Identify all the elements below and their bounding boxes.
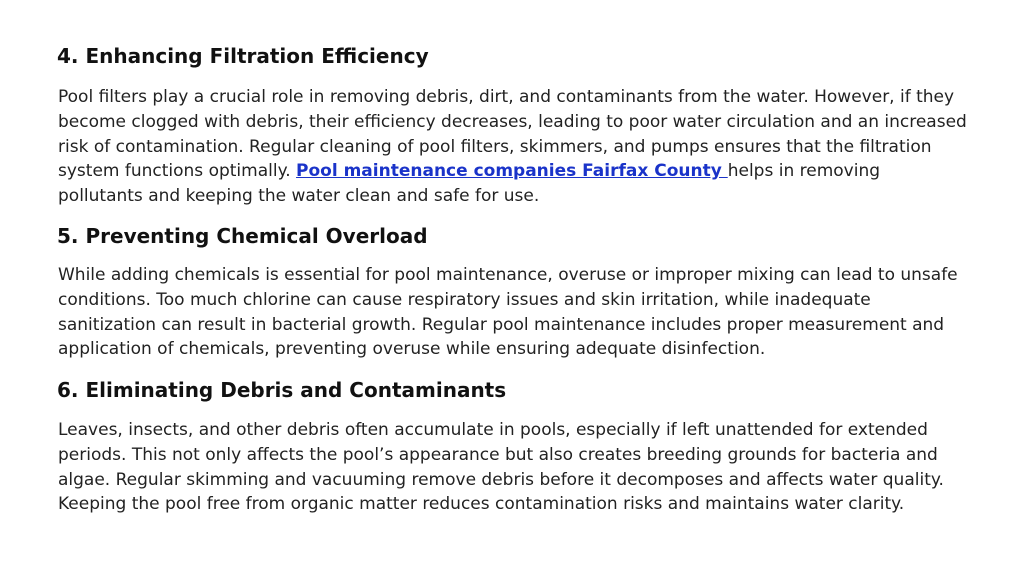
section-heading-filtration: 4. Enhancing Filtration Efficiency (57, 44, 429, 68)
paragraph-text-before-link: Pool filters play a crucial role in removing debris, dirt, and contaminants from the water. However, if they become clogged with debris, their efficiency decreases, leading to poor water circulation and an increased risk of contamination. Regular cleaning of pool filters, skimmers, and pumps ensures that the filtration system functions optimally. (58, 87, 967, 182)
section-heading-chemical: 5. Preventing Chemical Overload (57, 224, 428, 248)
paragraph-text-after-link: helps in removing pollutants and keeping the water clean and safe for use. (58, 161, 881, 207)
section-paragraph-debris: Leaves, insects, and other debris often accumulate in pools, especially if left unattended for extended periods. This not only affects the pool’s appearance but also creates breeding grounds for bacteria and algae. Regular skimming and vacuuming remove debris before it decomposes and affects water quality. Keeping the pool free from organic matter reduces contamination risks and maintains water clarity. (58, 420, 944, 515)
pool-maintenance-link[interactable]: Pool maintenance companies Fairfax County (296, 161, 728, 182)
section-heading-debris: 6. Eliminating Debris and Contaminants (57, 378, 507, 402)
section-paragraph-chemical: While adding chemicals is essential for pool maintenance, overuse or improper mixing can lead to unsafe conditions. Too much chlorine can cause respiratory issues and skin irritation, while inadequate sanitization can result in bacterial growth. Regular pool maintenance includes proper measurement and application of chemicals, preventing overuse while ensuring adequate disinfection. (58, 265, 958, 360)
section-paragraph-filtration (58, 85, 968, 209)
